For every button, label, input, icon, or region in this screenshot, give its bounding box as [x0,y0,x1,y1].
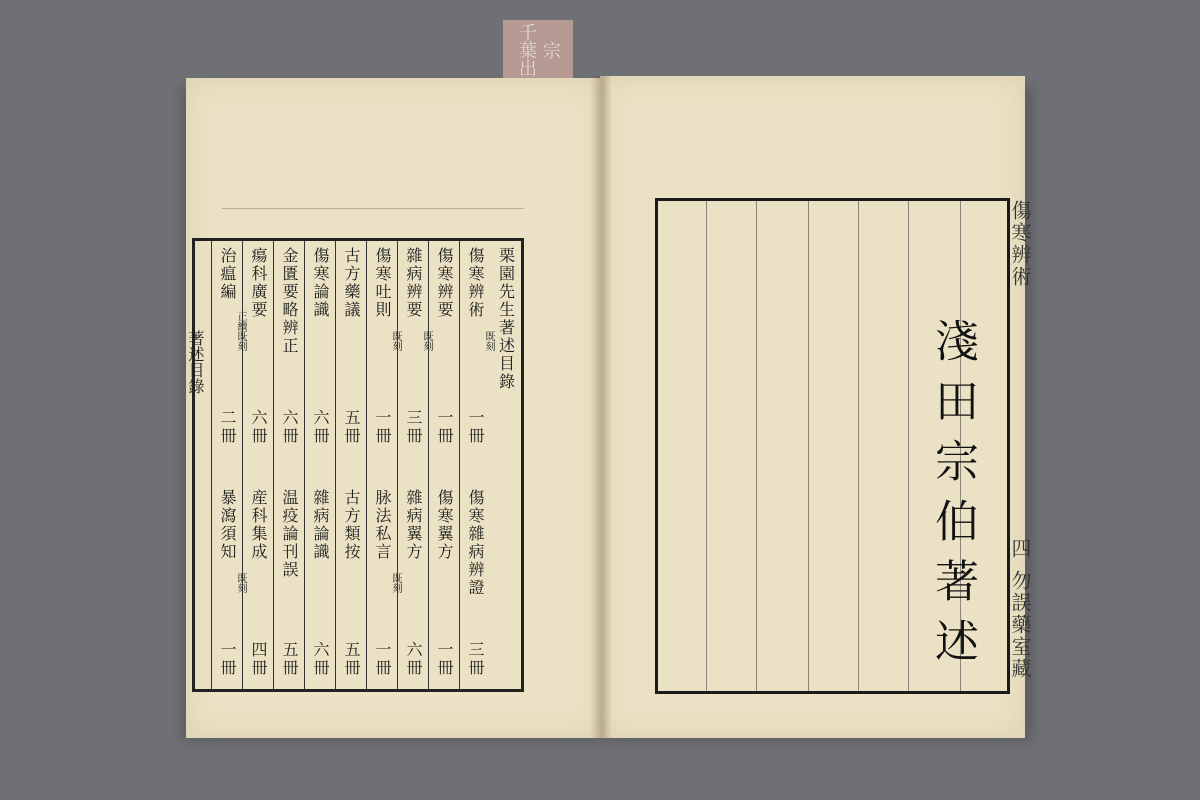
volume-count: 五冊 [342,641,361,677]
book-title: 治瘟編 [218,247,237,301]
volume-count: 六冊 [249,409,268,445]
seal-glyph: 葉 [516,41,537,59]
seal-glyph: 千 [516,23,537,41]
book-title: 雜病翼方 [404,489,423,561]
catalogue-entry-column [211,241,246,689]
book-title: 脉法私言 [373,489,392,561]
catalogue-frame [192,238,524,692]
book-title: 暴瀉須知 [218,489,237,561]
book-title: 傷寒吐則 [373,247,392,319]
ruled-column-line [858,201,859,691]
book-title: 雜病辨要 [404,247,423,319]
book-title: 産科集成 [249,489,268,561]
spine-text: 著述目錄 [186,330,205,394]
library-seal-stamp [503,20,573,80]
volume-count: 六冊 [311,409,330,445]
print-note: 既刻 [390,331,401,351]
print-note: 既刻 [421,331,432,351]
volume-count: 一冊 [373,641,392,677]
book-title: 傷寒辨術 [466,247,485,319]
book-title: 瘍科廣要 [249,247,268,319]
volume-count: 二冊 [218,409,237,445]
volume-count: 一冊 [218,641,237,677]
book-title: 古方藥議 [342,247,361,319]
catalogue-entry-column [304,241,335,689]
volume-count: 三冊 [404,409,423,445]
ruled-column-line [756,201,757,691]
book-title: 雜病論識 [311,489,330,561]
volume-count: 一冊 [373,409,392,445]
volume-count: 一冊 [435,409,454,445]
print-note: 既刻 [483,331,494,351]
volume-count: 一冊 [466,409,485,445]
volume-count: 四冊 [249,641,268,677]
right-edge-publisher: 勿誤藥室藏 [1008,570,1032,680]
book-title: 傷寒翼方 [435,489,454,561]
catalogue-entry-column [428,241,459,689]
book-title: 温疫論刊誤 [280,489,299,579]
book-title: 傷寒雜病辨證 [466,489,485,597]
print-note: 既刻 [235,573,246,593]
volume-count: 五冊 [342,409,361,445]
catalogue-title: 栗園先生著述目錄 [496,247,516,391]
print-note: 正續既刻 [235,311,246,351]
volume-count: 六冊 [404,641,423,677]
ruled-column-line [808,201,809,691]
volume-count: 六冊 [311,641,330,677]
bleed-through-line [222,208,524,209]
ruled-column-line [908,201,909,691]
right-edge-text: 傷寒辨術 [1008,200,1032,288]
seal-glyph: 宗 [540,41,561,59]
book-title: 古方類按 [342,489,361,561]
right-edge-page-number: 四 [1008,538,1032,560]
catalogue-entry-column [397,241,432,689]
print-note: 既刻 [390,573,401,593]
catalogue-entry-column [273,241,304,689]
volume-count: 三冊 [466,641,485,677]
book-gutter [590,76,612,738]
right-edge-strip [1006,200,1032,690]
volume-count: 五冊 [280,641,299,677]
catalogue-entry-column [242,241,273,689]
book-title: 金匱要略辨正 [280,247,299,355]
volume-count: 一冊 [435,641,454,677]
catalogue-title-column [490,241,521,689]
book-title: 傷寒辨要 [435,247,454,319]
ruled-column-line [706,201,707,691]
volume-count: 六冊 [280,409,299,445]
book-title: 傷寒論識 [311,247,330,319]
catalogue-entry-column [459,241,494,689]
catalogue-entry-column [335,241,366,689]
author-title: 淺田宗伯著述 [927,318,978,678]
seal-glyph: 出 [516,59,537,77]
catalogue-entry-column [366,241,401,689]
